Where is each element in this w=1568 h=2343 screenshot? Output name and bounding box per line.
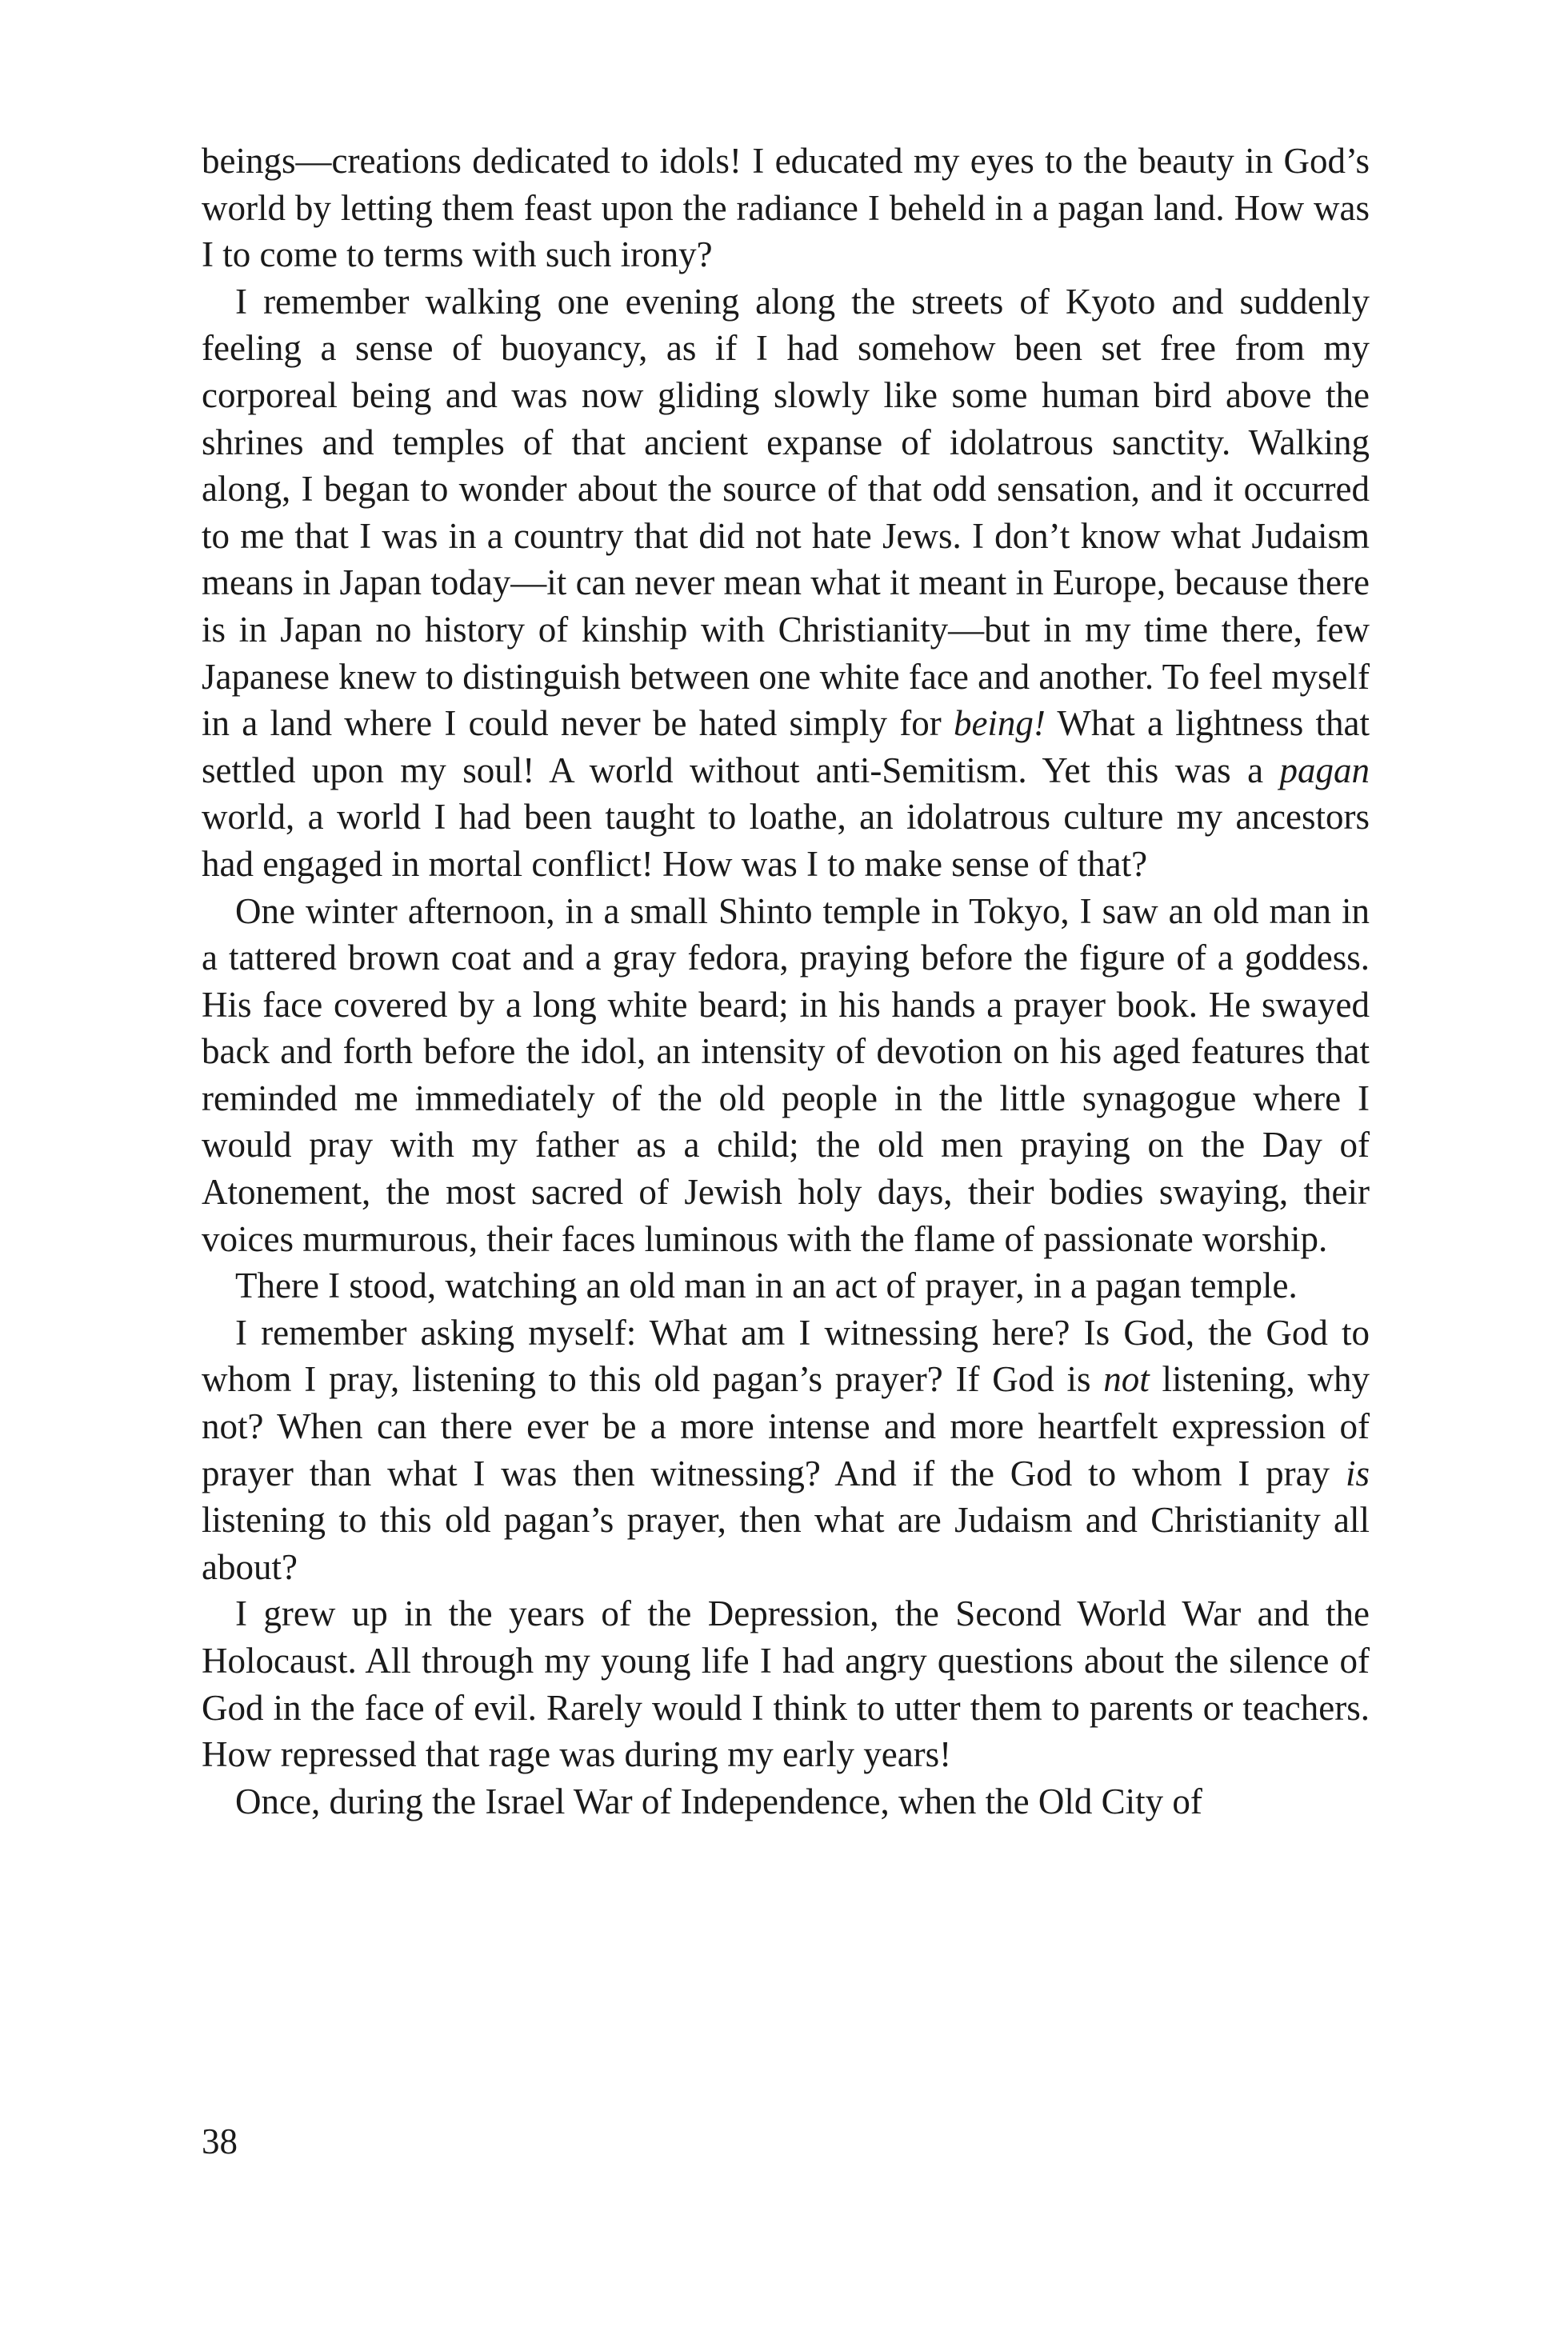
paragraph-6 [202, 1590, 1370, 1777]
italic-run: is [1345, 1453, 1370, 1493]
text-run: One winter afternoon, in a small Shinto temple in Tokyo, I saw an old man in a tattered brown coat and a gray fedora, praying before the figure of a goddess. His face covered by a long white beard; in his hands a prayer book. He swayed back and forth before the idol, an intensity of devotion on his aged features that reminded me immediately of the old people in the little synagogue where I would pray with my father as a child; the old men praying on the Day of Atonement, the most sacred of Jewish holy days, their bodies swaying, their voices murmurous, their faces luminous with the flame of passionate worship. [202, 890, 1370, 1259]
italic-run: being! [953, 703, 1046, 744]
body-text [202, 138, 1370, 1825]
paragraph-7 [202, 1778, 1370, 1825]
paragraph-5 [202, 1309, 1370, 1591]
paragraph-3 [202, 888, 1370, 1263]
text-run: listening to this old pagan’s prayer, then what are Judaism and Christianity all about? [202, 1500, 1370, 1587]
text-run: What a lightness that settled upon my soul! A world without anti-Semitism. Yet this was a [202, 703, 1370, 790]
text-run: listening, why not? When can there ever be a more intense and more heartfelt expression of prayer than what I was then witnessing? And if the God to whom I pray [202, 1359, 1370, 1493]
paragraph-4 [202, 1262, 1370, 1309]
text-run: Once, during the Israel War of Independence, when the Old City of [235, 1781, 1202, 1821]
italic-run: not [1103, 1359, 1150, 1400]
text-run: world, a world I had been taught to loathe, an idolatrous culture my ancestors had engaged in mortal conflict! How was I to make sense of that? [202, 797, 1370, 884]
text-run: beings—creations dedicated to idols! I educated my eyes to the beauty in God’s world by letting them feast upon the radiance I beheld in a pagan land. How was I to come to terms with such irony? [202, 141, 1370, 275]
paragraph-1 [202, 138, 1370, 278]
italic-run: pagan [1279, 750, 1370, 790]
paragraph-2 [202, 278, 1370, 888]
page-number: 38 [202, 2121, 238, 2161]
text-run: I grew up in the years of the Depression, the Second World War and the Holocaust. All through my young life I had angry questions about the silence of God in the face of evil. Rarely would I think to utter them to parents or teachers. How repressed that rage was during my early years! [202, 1593, 1370, 1775]
text-run: I remember walking one evening along the streets of Kyoto and suddenly feeling a sense of buoyancy, as if I had somehow been set free from my corporeal being and was now gliding slowly like some human bird above the shrines and temples of that ancient expanse of idolatrous sanctity. Walking along, I began to wonder about the source of that odd sensation, and it occurred to me that I was in a country that did not hate Jews. I don’t know what Judaism means in Japan today—it can never mean what it meant in Europe, because there is in Japan no history of kinship with Christianity—but in my time there, few Japanese knew to distinguish between one white face and another. To feel myself in a land where I could never be hated simply for [202, 281, 1370, 744]
text-run: There I stood, watching an old man in an act of prayer, in a pagan temple. [235, 1265, 1298, 1306]
text-run: I remember asking myself: What am I witnessing here? Is God, the God to whom I pray, listening to this old pagan’s prayer? If God is [202, 1312, 1370, 1400]
